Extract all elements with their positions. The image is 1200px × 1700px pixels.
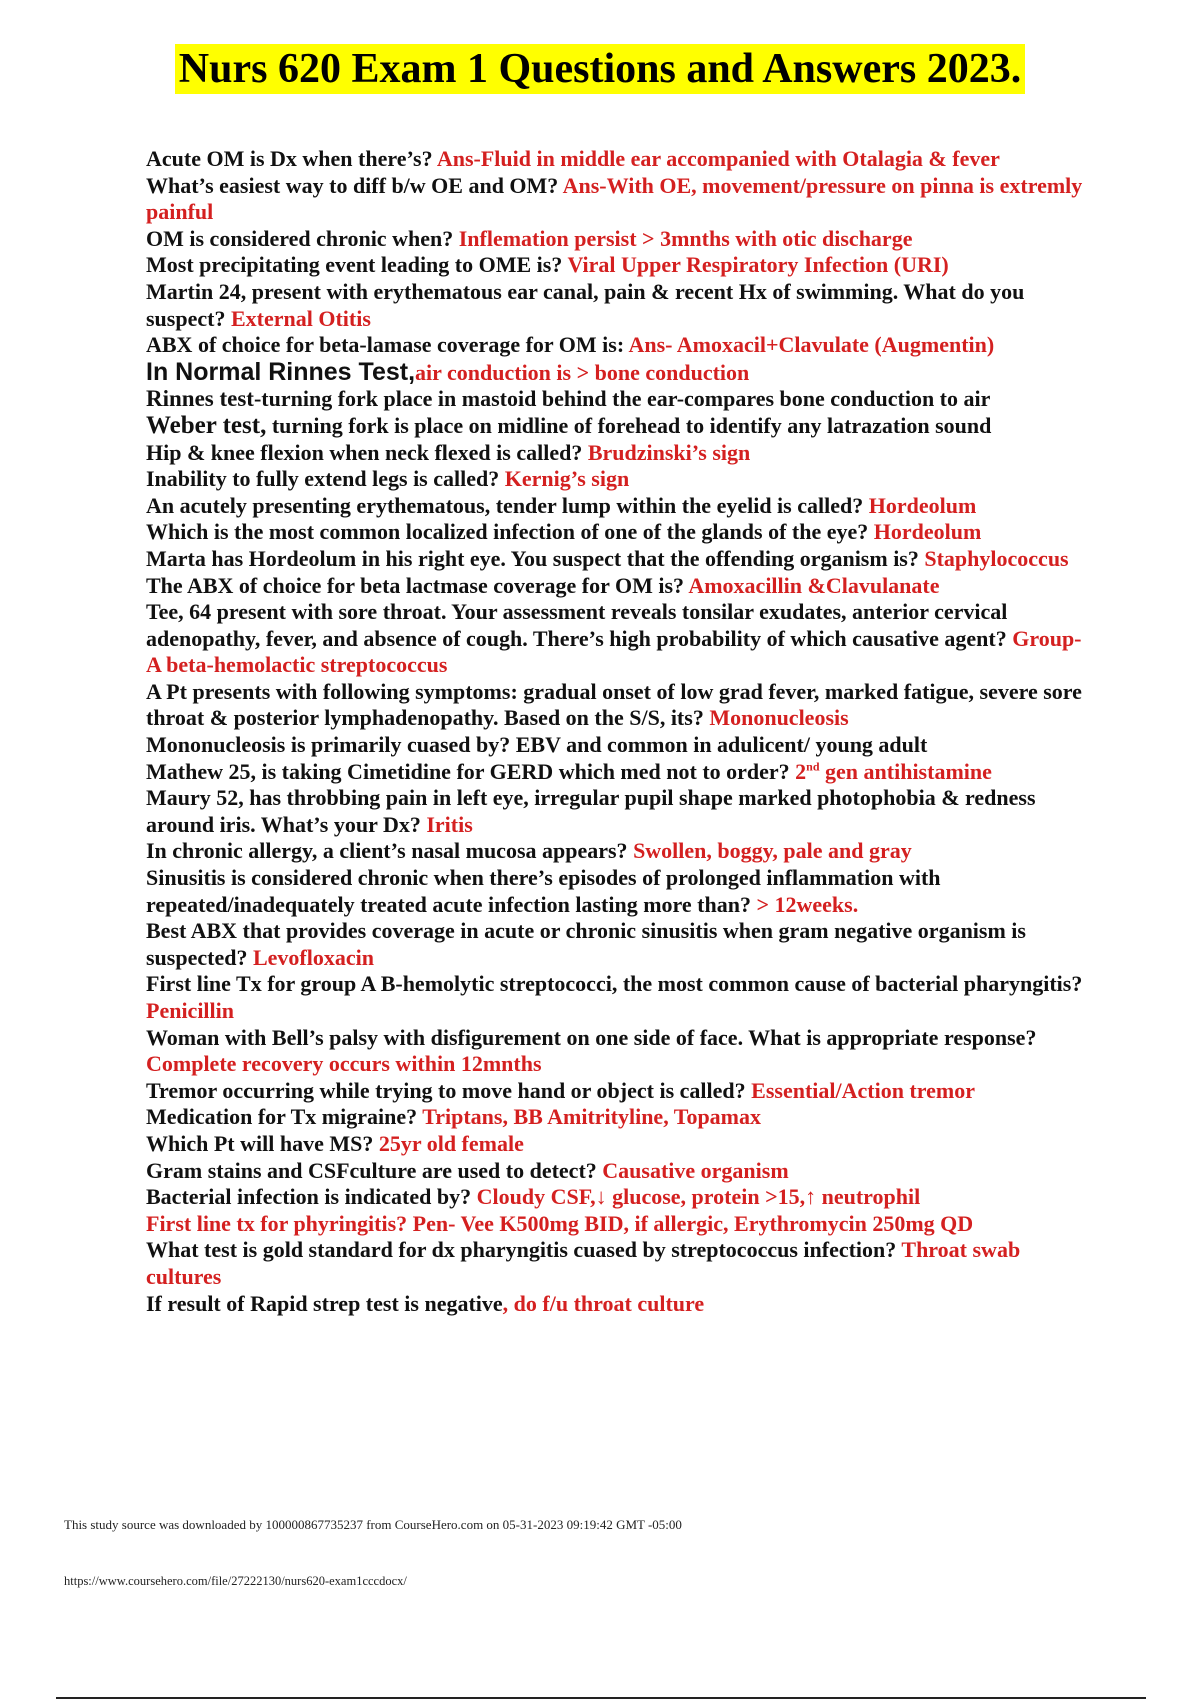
answer: Ans-With OE, movement/pressure on pinna is extremly painful (146, 172, 1083, 225)
qa-item (146, 1131, 1096, 1158)
answer: Staphylococcus (924, 545, 1069, 571)
qa-item (146, 1025, 1096, 1078)
question-term: Weber test, (146, 411, 267, 439)
answer: Amoxacillin &Clavulanate (688, 572, 940, 598)
qa-item (146, 971, 1096, 1024)
answer: Swollen, boggy, pale and gray (633, 838, 912, 864)
answer: Hordeolum (868, 492, 977, 518)
page-divider (56, 1697, 1146, 1699)
answer: Triptans, BB Amitrityline, Topamax (422, 1104, 762, 1130)
question: Hip & knee flexion when neck flexed is called? (146, 439, 588, 465)
qa-item (146, 413, 1096, 440)
answer: Essential/Action tremor (751, 1077, 975, 1103)
qa-list (146, 146, 1096, 1317)
question: Mononucleosis is primarily cuased by? EBV and common in adulicent/ young adult (146, 732, 928, 758)
question: Best ABX that provides coverage in acute or chronic sinusitis when gram negative organism is suspected? (146, 918, 1026, 970)
qa-item (146, 332, 1096, 359)
qa-item (146, 279, 1096, 332)
title-wrapper (0, 44, 1200, 94)
question: Tee, 64 present with sore throat. Your assessment reveals tonsilar exudates, anterior cervical adenopathy, fever, and absence of cough. There’s high probability of which causative agent? (146, 599, 1013, 651)
question: In chronic allergy, a client’s nasal mucosa appears? (146, 838, 634, 864)
qa-item (146, 546, 1096, 573)
question: An acutely presenting erythematous, tender lump within the eyelid is called? (146, 492, 869, 518)
qa-item (146, 466, 1096, 493)
answer: Levofloxacin (252, 944, 374, 970)
answer-text: gen antihistamine (819, 758, 992, 784)
question: OM is considered chronic when? (146, 225, 459, 251)
question: Gram stains and CSFculture are used to detect? (146, 1157, 603, 1183)
answer: First line tx for phyringitis? Pen- Vee K500mg BID, if allergic, Erythromycin 250mg QD (146, 1210, 974, 1236)
question: Bacterial infection is indicated by? (146, 1184, 477, 1210)
qa-item (146, 573, 1096, 600)
qa-item (146, 1291, 1096, 1318)
qa-item (146, 679, 1096, 732)
qa-item (146, 386, 1096, 413)
question: What test is gold standard for dx pharyngitis cuased by streptococcus infection? (146, 1237, 902, 1263)
question: A Pt presents with following symptoms: gradual onset of low grad fever, marked fatigue, severe sore throat & posterior lymphadenopathy. Based on the S/S, its? (146, 678, 1082, 731)
answer: Ans-Fluid in middle ear accompanied with Otalagia & fever (436, 146, 1000, 171)
question: The ABX of choice for beta lactmase coverage for OM is? (146, 572, 689, 598)
question: Which is the most common localized infection of one of the glands of the eye? (146, 519, 874, 545)
question: ABX of choice for beta-lamase coverage for OM is: (146, 332, 629, 358)
qa-item (146, 1104, 1096, 1131)
question: Acute OM is Dx when there’s? (146, 146, 437, 171)
qa-item (146, 1158, 1096, 1185)
answer: Inflemation persist > 3mnths with otic discharge (458, 225, 913, 251)
qa-item (146, 838, 1096, 865)
answer: Viral Upper Respiratory Infection (URI) (567, 252, 949, 278)
answer: Ans- Amoxacil+Clavulate (Augmentin) (628, 332, 995, 358)
question: In Normal Rinnes Test, (146, 357, 416, 386)
question: Which Pt will have MS? (146, 1130, 379, 1156)
answer: 25yr old female (378, 1130, 524, 1156)
qa-item (146, 493, 1096, 520)
qa-item (146, 440, 1096, 467)
source-url-link[interactable]: https://www.coursehero.com/file/27222130/nurs620-exam1cccdocx/ (64, 1574, 407, 1588)
answer: Mononucleosis (709, 705, 849, 731)
question: Marta has Hordeolum in his right eye. You suspect that the offending organism is? (146, 545, 925, 571)
answer: air conduction is > bone conduction (415, 359, 750, 385)
question: Woman with Bell’s palsy with disfigurement on one side of face. What is appropriate response? (146, 1024, 1037, 1050)
question: Martin 24, present with erythematous ear canal, pain & recent Hx of swimming. What do you suspect? (146, 278, 1025, 331)
question: Inability to fully extend legs is called? (146, 466, 505, 492)
answer (795, 759, 992, 784)
question: Most precipitating event leading to OME is? (146, 252, 568, 278)
qa-item (146, 759, 1096, 786)
qa-item (146, 226, 1096, 253)
qa-item (146, 732, 1096, 759)
question: Tremor occurring while trying to move hand or object is called? (146, 1077, 752, 1103)
question: Mathew 25, is taking Cimetidine for GERD which med not to order? (146, 758, 796, 784)
answer: Kernig’s sign (504, 466, 630, 492)
question: First line Tx for group A B-hemolytic streptococci, the most common cause of bacterial pharyngitis? (146, 971, 1083, 997)
qa-item (146, 865, 1096, 918)
answer: Iritis (426, 811, 473, 837)
question: -turning fork place in mastoid behind the ear-compares bone conduction to air (253, 386, 991, 412)
answer-superscript: nd (806, 759, 820, 774)
answer: External Otitis (230, 305, 371, 331)
qa-item (146, 1184, 1096, 1211)
qa-item (146, 173, 1096, 226)
answer: > 12weeks. (756, 891, 859, 917)
qa-item (146, 785, 1096, 838)
answer: Cloudy CSF,↓ glucose, protein >15,↑ neutrophil (476, 1184, 921, 1210)
question: Sinusitis is considered chronic when there’s episodes of prolonged inflammation with repeated/inadequately treated acute infection lasting more than? (146, 865, 941, 917)
question: Maury 52, has throbbing pain in left eye, irregular pupil shape marked photophobia & redness around iris. What’s your Dx? (146, 785, 1036, 837)
answer: , do f/u throat culture (502, 1290, 705, 1316)
answer: Hordeolum (873, 519, 982, 545)
download-notice: This study source was downloaded by 100000867735237 from CourseHero.com on 05-31-2023 09:19:42 GMT -05:00 (64, 1517, 682, 1532)
question: turning fork is place on midline of forehead to identify any latrazation sound (266, 412, 992, 438)
answer: Causative organism (602, 1157, 789, 1183)
qa-item (146, 146, 1096, 173)
question: What’s easiest way to diff b/w OE and OM? (146, 172, 563, 198)
qa-item (146, 1211, 1096, 1238)
qa-item (146, 519, 1096, 546)
qa-item (146, 918, 1096, 971)
answer: Group-A beta-hemolactic streptococcus (146, 625, 1082, 678)
answer: Complete recovery occurs within 12mnths (146, 1051, 542, 1077)
question-term: Rinnes test (146, 386, 254, 412)
question: Medication for Tx migraine? (146, 1104, 423, 1130)
qa-item (146, 359, 1096, 387)
question: If result of Rapid strep test is negative (146, 1290, 503, 1316)
answer-number: 2 (795, 758, 807, 784)
qa-item (146, 252, 1096, 279)
qa-item (146, 1078, 1096, 1105)
qa-item (146, 1237, 1096, 1290)
qa-item (146, 599, 1096, 679)
answer: Throat swab cultures (146, 1237, 1021, 1289)
answer: Penicillin (146, 998, 234, 1023)
answer: Brudzinski’s sign (587, 439, 751, 465)
document-title: Nurs 620 Exam 1 Questions and Answers 2023. (175, 44, 1025, 94)
